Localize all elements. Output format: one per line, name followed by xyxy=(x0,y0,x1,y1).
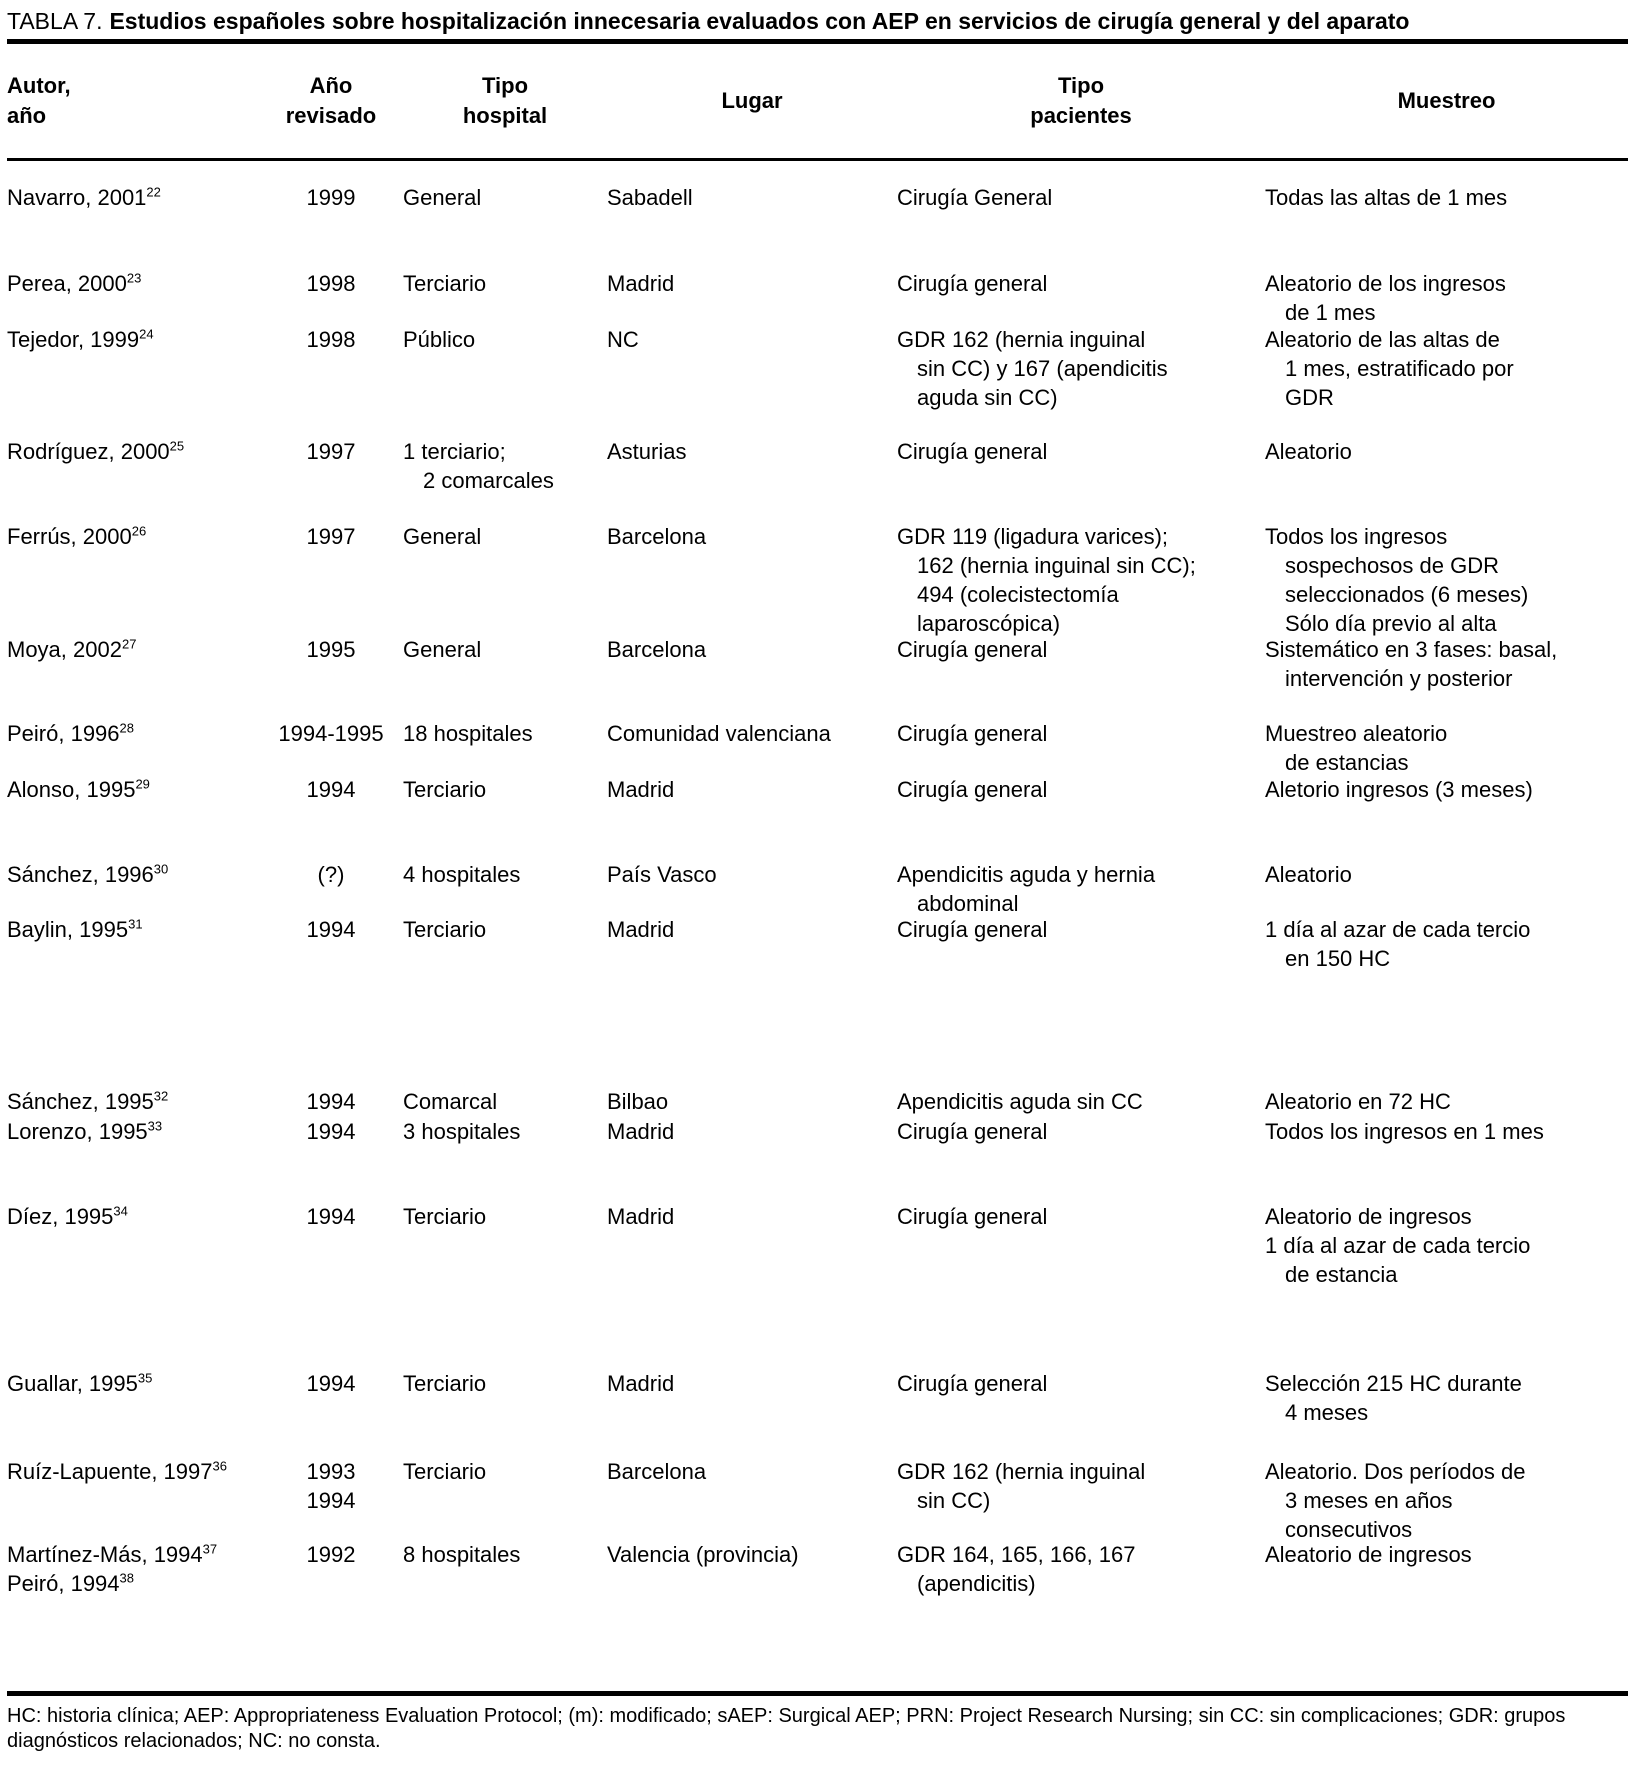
title-text: Estudios españoles sobre hospitalización innecesaria evaluados con AEP en servicios de cirugía general y del aparato xyxy=(109,8,1410,34)
cell-lugar xyxy=(607,1202,897,1369)
reference-superscript: 27 xyxy=(121,636,137,652)
author-text: Guallar, 1995 xyxy=(7,1371,138,1396)
author-text: Tejedor, 1999 xyxy=(7,327,140,352)
cell-autor xyxy=(7,635,259,719)
cell-line: GDR xyxy=(1285,385,1334,410)
cell-pacientes xyxy=(897,635,1265,719)
cell-lugar xyxy=(607,183,897,269)
cell-line: Aleatorio en 72 HC xyxy=(1265,1089,1451,1114)
year-line: 1992 xyxy=(306,1542,356,1567)
year-line: 1998 xyxy=(306,327,356,352)
author-line xyxy=(7,860,259,889)
cell-line: 162 (hernia inguinal sin CC); xyxy=(917,553,1196,578)
cell-ano xyxy=(259,1117,403,1202)
cell-line: sospechosos de GDR xyxy=(1285,553,1499,578)
author-line xyxy=(7,719,259,748)
cell-muestreo xyxy=(1265,269,1628,325)
reference-superscript: 34 xyxy=(113,1203,128,1219)
cell-ano xyxy=(259,635,403,719)
header-line: revisado xyxy=(285,103,377,128)
cell-muestreo xyxy=(1265,635,1628,719)
cell-line: Terciario xyxy=(403,1459,487,1484)
reference-superscript: 33 xyxy=(147,1118,163,1134)
cell-ano xyxy=(259,1540,403,1691)
cell-lugar xyxy=(607,635,897,719)
cell-muestreo xyxy=(1265,1202,1628,1369)
cell-pacientes xyxy=(897,325,1265,437)
cell-pacientes xyxy=(897,719,1265,775)
cell-ano xyxy=(259,719,403,775)
cell-line: Asturias xyxy=(607,439,687,464)
cell-lugar xyxy=(607,437,897,522)
cell-line: 2 comarcales xyxy=(423,468,554,493)
cell-line: 1 día al azar de cada tercio xyxy=(1265,1233,1531,1258)
cell-hospital xyxy=(403,522,607,635)
author-text: Sánchez, 1996 xyxy=(7,862,154,887)
cell-muestreo xyxy=(1265,1369,1628,1457)
cell-line: Selección 215 HC durante xyxy=(1265,1371,1522,1396)
cell-ano xyxy=(259,183,403,269)
cell-line: Todas las altas de 1 mes xyxy=(1265,185,1508,210)
cell-line: consecutivos xyxy=(1285,1517,1413,1542)
cell-line: 494 (colecistectomía xyxy=(917,582,1119,607)
cell-hospital xyxy=(403,1369,607,1457)
author-line xyxy=(7,775,259,804)
cell-muestreo xyxy=(1265,183,1628,269)
cell-hospital xyxy=(403,1202,607,1369)
header-line: año xyxy=(7,103,47,128)
header-line: Lugar xyxy=(721,88,783,113)
cell-lugar xyxy=(607,775,897,860)
cell-lugar xyxy=(607,269,897,325)
cell-line: Terciario xyxy=(403,777,487,802)
cell-muestreo xyxy=(1265,775,1628,860)
cell-muestreo xyxy=(1265,437,1628,522)
cell-line: General xyxy=(403,524,482,549)
cell-autor xyxy=(7,437,259,522)
header-line: Tipo xyxy=(1057,73,1105,98)
cell-line: 4 hospitales xyxy=(403,862,521,887)
author-text: Rodríguez, 2000 xyxy=(7,439,170,464)
cell-line: Barcelona xyxy=(607,637,707,662)
author-text: Perea, 2000 xyxy=(7,271,127,296)
reference-superscript: 35 xyxy=(137,1370,153,1386)
cell-hospital xyxy=(403,1117,607,1202)
cell-line: Comarcal xyxy=(403,1089,498,1114)
cell-line: General xyxy=(403,185,482,210)
cell-autor xyxy=(7,860,259,915)
cell-line: Aleatorio xyxy=(1265,862,1352,887)
cell-pacientes xyxy=(897,1202,1265,1369)
cell-autor xyxy=(7,269,259,325)
author-line xyxy=(7,635,259,664)
author-line xyxy=(7,1202,259,1231)
year-line: 1997 xyxy=(306,524,356,549)
author-line xyxy=(7,1569,259,1598)
cell-line: Muestreo aleatorio xyxy=(1265,721,1448,746)
year-line: 1994-1995 xyxy=(278,721,384,746)
table-number: TABLA 7. xyxy=(7,8,103,34)
cell-line: Sabadell xyxy=(607,185,693,210)
reference-superscript: 38 xyxy=(119,1570,134,1586)
table-body xyxy=(7,161,1628,1691)
reference-superscript: 24 xyxy=(139,326,154,342)
cell-line: Cirugía general xyxy=(897,271,1048,296)
cell-line: 3 meses en años xyxy=(1285,1488,1453,1513)
cell-line: Todos los ingresos en 1 mes xyxy=(1265,1119,1544,1144)
cell-pacientes xyxy=(897,1087,1265,1117)
author-text: Sánchez, 1995 xyxy=(7,1089,154,1114)
cell-hospital xyxy=(403,719,607,775)
cell-muestreo xyxy=(1265,860,1628,915)
cell-line: 1 terciario; xyxy=(403,439,506,464)
author-text: Peiró, 1994 xyxy=(7,1571,120,1596)
cell-hospital xyxy=(403,1457,607,1540)
cell-lugar xyxy=(607,1457,897,1540)
cell-autor xyxy=(7,1540,259,1691)
cell-muestreo xyxy=(1265,719,1628,775)
author-line xyxy=(7,437,259,466)
cell-line: Comunidad valenciana xyxy=(607,721,831,746)
footnote xyxy=(7,1696,1628,1754)
footnote-line: diagnósticos relacionados; NC: no consta. xyxy=(7,1730,381,1752)
header-lugar xyxy=(607,86,897,116)
cell-line: laparoscópica) xyxy=(917,611,1061,636)
cell-autor xyxy=(7,183,259,269)
cell-hospital xyxy=(403,635,607,719)
cell-pacientes xyxy=(897,522,1265,635)
cell-line: 8 hospitales xyxy=(403,1542,521,1567)
cell-pacientes xyxy=(897,1117,1265,1202)
cell-autor xyxy=(7,1202,259,1369)
author-line xyxy=(7,1540,259,1569)
cell-line: Terciario xyxy=(403,271,487,296)
header-muestreo xyxy=(1265,86,1628,116)
reference-superscript: 29 xyxy=(135,776,150,792)
table-header xyxy=(7,44,1628,158)
year-line: 1994 xyxy=(306,1089,356,1114)
cell-line: GDR 119 (ligadura varices); xyxy=(897,524,1169,549)
cell-line: País Vasco xyxy=(607,862,717,887)
cell-line: 4 meses xyxy=(1285,1400,1369,1425)
cell-ano xyxy=(259,1369,403,1457)
cell-hospital xyxy=(403,325,607,437)
cell-line: General xyxy=(403,637,482,662)
cell-lugar xyxy=(607,719,897,775)
cell-line: Aleatorio xyxy=(1265,439,1352,464)
table-title xyxy=(7,8,1628,35)
year-line: 1994 xyxy=(306,917,356,942)
cell-line: Cirugía general xyxy=(897,777,1048,802)
cell-muestreo xyxy=(1265,325,1628,437)
cell-line: de 1 mes xyxy=(1285,300,1376,325)
cell-autor xyxy=(7,522,259,635)
cell-muestreo xyxy=(1265,1087,1628,1117)
cell-line: Público xyxy=(403,327,476,352)
cell-autor xyxy=(7,775,259,860)
cell-line: Apendicitis aguda y hernia xyxy=(897,862,1156,887)
author-line xyxy=(7,1117,259,1146)
cell-ano xyxy=(259,269,403,325)
cell-line: Aleatorio de ingresos xyxy=(1265,1204,1472,1229)
cell-pacientes xyxy=(897,183,1265,269)
cell-line: Madrid xyxy=(607,271,675,296)
cell-hospital xyxy=(403,775,607,860)
cell-line: Aleatorio de los ingresos xyxy=(1265,271,1506,296)
cell-line: 18 hospitales xyxy=(403,721,533,746)
cell-ano xyxy=(259,1457,403,1540)
cell-line: Terciario xyxy=(403,917,487,942)
cell-pacientes xyxy=(897,1457,1265,1540)
cell-pacientes xyxy=(897,915,1265,1087)
cell-muestreo xyxy=(1265,522,1628,635)
author-text: Alonso, 1995 xyxy=(7,777,136,802)
cell-line: abdominal xyxy=(917,891,1019,916)
cell-hospital xyxy=(403,183,607,269)
cell-line: Madrid xyxy=(607,1119,675,1144)
cell-pacientes xyxy=(897,860,1265,915)
cell-muestreo xyxy=(1265,915,1628,1087)
author-text: Baylin, 1995 xyxy=(7,917,129,942)
reference-superscript: 22 xyxy=(146,184,161,200)
cell-line: de estancias xyxy=(1285,750,1409,775)
cell-line: Cirugía general xyxy=(897,637,1048,662)
header-pacientes xyxy=(897,71,1265,131)
cell-line: Barcelona xyxy=(607,1459,707,1484)
cell-autor xyxy=(7,1369,259,1457)
cell-line: sin CC) xyxy=(917,1488,991,1513)
cell-autor xyxy=(7,1457,259,1540)
cell-line: Barcelona xyxy=(607,524,707,549)
cell-line: Cirugía general xyxy=(897,1204,1048,1229)
cell-line: Madrid xyxy=(607,917,675,942)
cell-lugar xyxy=(607,1117,897,1202)
cell-ano xyxy=(259,325,403,437)
header-line: hospital xyxy=(462,103,548,128)
cell-line: seleccionados (6 meses) xyxy=(1285,582,1529,607)
cell-hospital xyxy=(403,437,607,522)
cell-muestreo xyxy=(1265,1540,1628,1691)
author-text: Díez, 1995 xyxy=(7,1204,114,1229)
cell-lugar xyxy=(607,860,897,915)
cell-line: Bilbao xyxy=(607,1089,669,1114)
reference-superscript: 36 xyxy=(212,1458,227,1474)
cell-muestreo xyxy=(1265,1457,1628,1540)
cell-line: Madrid xyxy=(607,1204,675,1229)
cell-pacientes xyxy=(897,437,1265,522)
cell-line: Aletorio ingresos (3 meses) xyxy=(1265,777,1533,802)
header-hospital xyxy=(403,71,607,131)
author-text: Peiró, 1996 xyxy=(7,721,120,746)
cell-line: Aleatorio. Dos períodos de xyxy=(1265,1459,1526,1484)
cell-line: 3 hospitales xyxy=(403,1119,521,1144)
year-line: 1993 xyxy=(306,1459,356,1484)
author-line xyxy=(7,183,259,212)
cell-line: Madrid xyxy=(607,1371,675,1396)
year-line: 1994 xyxy=(306,777,356,802)
cell-line: en 150 HC xyxy=(1285,946,1391,971)
cell-ano xyxy=(259,437,403,522)
year-line: 1994 xyxy=(306,1488,356,1513)
cell-line: (apendicitis) xyxy=(917,1571,1036,1596)
cell-line: intervención y posterior xyxy=(1285,666,1513,691)
footnote-line: HC: historia clínica; AEP: Appropriateness Evaluation Protocol; (m): modificado; sAEP: Surgical AEP; PRN: Project Research Nursing; sin CC: sin complicaciones; GDR: grupos xyxy=(7,1705,1566,1727)
cell-pacientes xyxy=(897,775,1265,860)
cell-lugar xyxy=(607,1540,897,1691)
author-line xyxy=(7,1087,259,1116)
year-line: 1995 xyxy=(306,637,356,662)
author-text: Ferrús, 2000 xyxy=(7,524,132,549)
cell-lugar xyxy=(607,522,897,635)
author-line xyxy=(7,1457,259,1486)
cell-line: Madrid xyxy=(607,777,675,802)
year-line: 1994 xyxy=(306,1119,356,1144)
cell-lugar xyxy=(607,1369,897,1457)
cell-pacientes xyxy=(897,1369,1265,1457)
cell-pacientes xyxy=(897,1540,1265,1691)
author-line xyxy=(7,1369,259,1398)
cell-line: Apendicitis aguda sin CC xyxy=(897,1089,1143,1114)
year-line: 1994 xyxy=(306,1204,356,1229)
year-line: 1994 xyxy=(306,1371,356,1396)
author-text: Martínez-Más, 1994 xyxy=(7,1542,203,1567)
cell-line: sin CC) y 167 (apendicitis xyxy=(917,356,1168,381)
cell-line: 1 mes, estratificado por xyxy=(1285,356,1514,381)
cell-hospital xyxy=(403,1540,607,1691)
cell-line: de estancia xyxy=(1285,1262,1398,1287)
author-line xyxy=(7,269,259,298)
cell-autor xyxy=(7,1087,259,1117)
author-text: Lorenzo, 1995 xyxy=(7,1119,148,1144)
reference-superscript: 28 xyxy=(119,720,134,736)
cell-line: Cirugía general xyxy=(897,917,1048,942)
cell-line: Valencia (provincia) xyxy=(607,1542,799,1567)
cell-line: aguda sin CC) xyxy=(917,385,1058,410)
cell-line: Aleatorio de las altas de xyxy=(1265,327,1500,352)
header-line: Muestreo xyxy=(1397,88,1496,113)
header-line: pacientes xyxy=(1030,103,1132,128)
reference-superscript: 26 xyxy=(131,523,147,539)
cell-line: Cirugía general xyxy=(897,1119,1048,1144)
cell-ano xyxy=(259,860,403,915)
cell-autor xyxy=(7,915,259,1087)
cell-lugar xyxy=(607,325,897,437)
reference-superscript: 23 xyxy=(126,270,142,286)
cell-lugar xyxy=(607,915,897,1087)
cell-ano xyxy=(259,522,403,635)
cell-line: Cirugía general xyxy=(897,721,1048,746)
cell-autor xyxy=(7,719,259,775)
header-line: Año xyxy=(309,73,353,98)
cell-muestreo xyxy=(1265,1117,1628,1202)
cell-line: NC xyxy=(607,327,639,352)
cell-line: Todos los ingresos xyxy=(1265,524,1448,549)
header-line: Autor, xyxy=(7,73,71,98)
author-text: Moya, 2002 xyxy=(7,637,122,662)
reference-superscript: 30 xyxy=(153,861,169,877)
cell-lugar xyxy=(607,1087,897,1117)
header-ano xyxy=(259,71,403,131)
author-line xyxy=(7,915,259,944)
cell-ano xyxy=(259,915,403,1087)
year-line: 1998 xyxy=(306,271,356,296)
reference-superscript: 32 xyxy=(153,1088,169,1104)
cell-line: Terciario xyxy=(403,1204,487,1229)
cell-ano xyxy=(259,1087,403,1117)
reference-superscript: 25 xyxy=(169,438,185,454)
cell-ano xyxy=(259,775,403,860)
cell-line: Cirugía general xyxy=(897,439,1048,464)
cell-pacientes xyxy=(897,269,1265,325)
header-autor xyxy=(7,71,259,131)
cell-line: Cirugía general xyxy=(897,1371,1048,1396)
author-text: Navarro, 2001 xyxy=(7,185,147,210)
cell-hospital xyxy=(403,269,607,325)
author-line xyxy=(7,522,259,551)
year-line: (?) xyxy=(317,862,345,887)
cell-hospital xyxy=(403,1087,607,1117)
cell-line: 1 día al azar de cada tercio xyxy=(1265,917,1531,942)
cell-hospital xyxy=(403,860,607,915)
author-text: Ruíz-Lapuente, 1997 xyxy=(7,1459,213,1484)
reference-superscript: 37 xyxy=(202,1541,218,1557)
cell-line: GDR 162 (hernia inguinal xyxy=(897,1459,1146,1484)
year-line: 1999 xyxy=(306,185,356,210)
cell-line: Sistemático en 3 fases: basal, xyxy=(1265,637,1558,662)
cell-ano xyxy=(259,1202,403,1369)
reference-superscript: 31 xyxy=(128,916,143,932)
cell-hospital xyxy=(403,915,607,1087)
cell-line: Terciario xyxy=(403,1371,487,1396)
cell-line: Sólo día previo al alta xyxy=(1285,611,1497,636)
cell-line: GDR 164, 165, 166, 167 xyxy=(897,1542,1136,1567)
cell-line: Cirugía General xyxy=(897,185,1053,210)
year-line: 1997 xyxy=(306,439,356,464)
cell-line: GDR 162 (hernia inguinal xyxy=(897,327,1146,352)
author-line xyxy=(7,325,259,354)
header-line: Tipo xyxy=(481,73,529,98)
cell-line: Aleatorio de ingresos xyxy=(1265,1542,1472,1567)
cell-autor xyxy=(7,1117,259,1202)
cell-autor xyxy=(7,325,259,437)
